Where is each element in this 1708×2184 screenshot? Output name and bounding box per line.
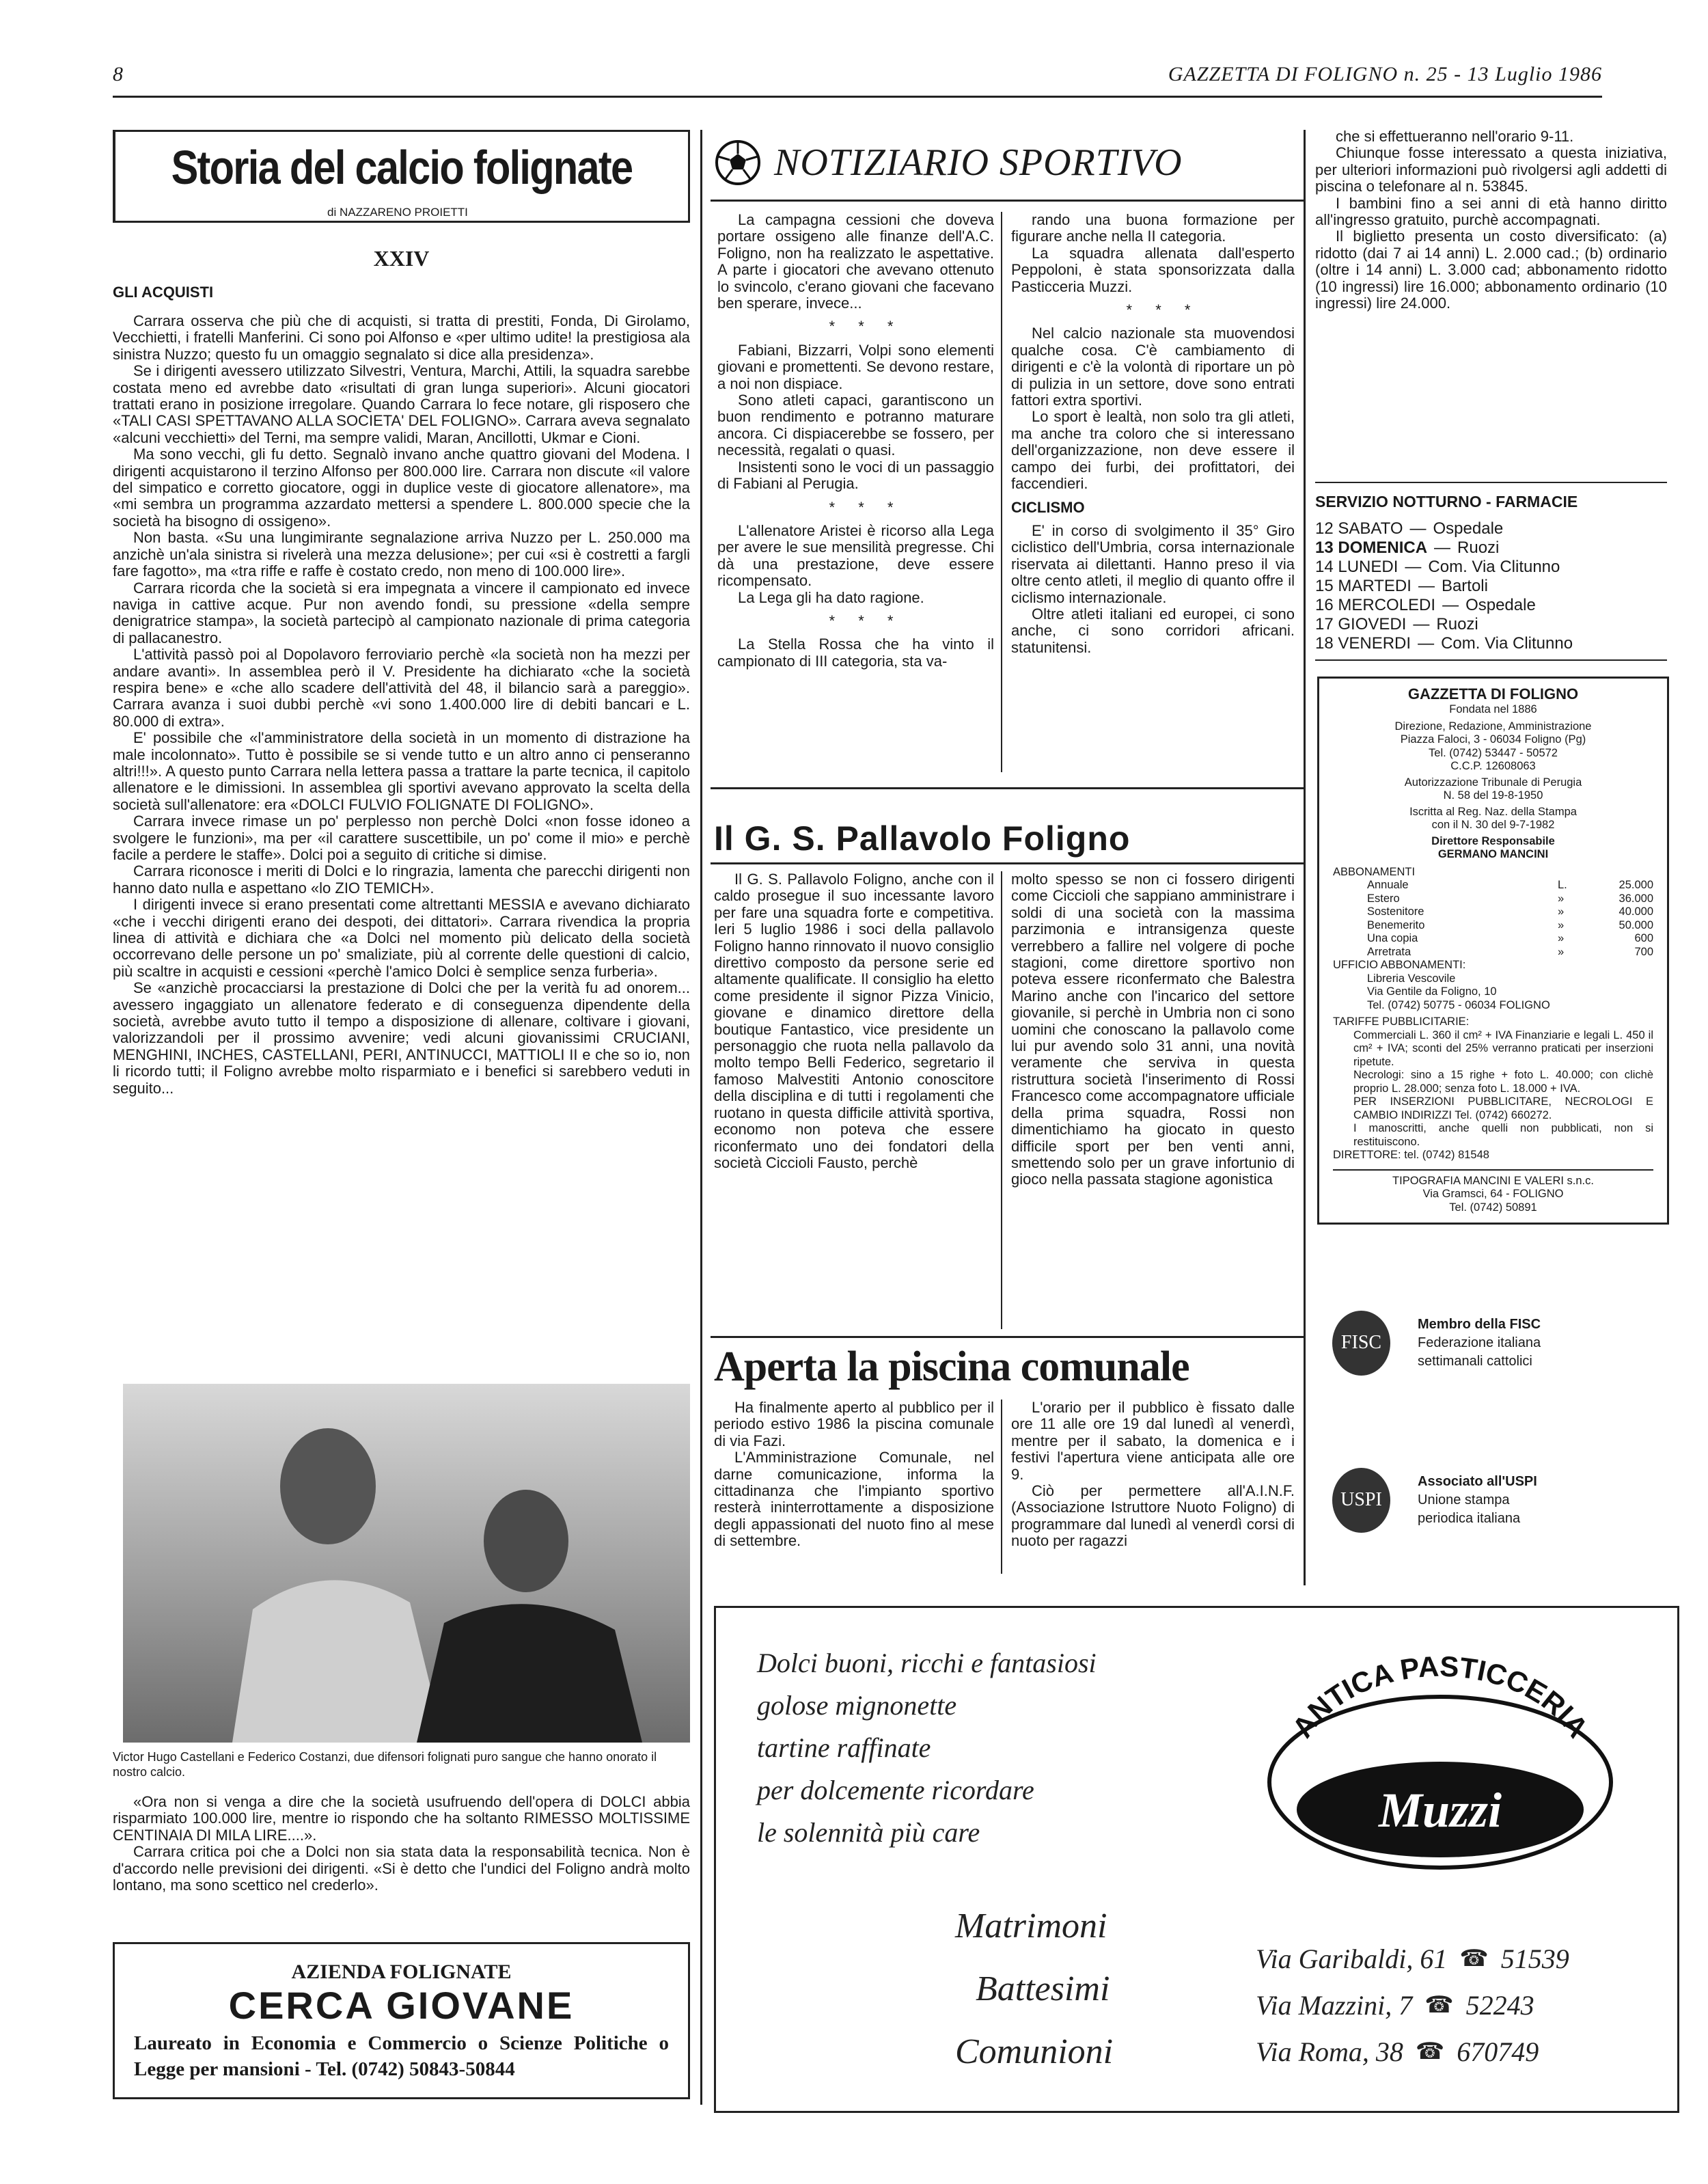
paragraph: I bambini fino a sei anni di età hanno diritto all'ingresso gratuito, purchè accompagnati. — [1315, 194, 1667, 229]
separator-stars: * * * — [1126, 301, 1200, 319]
two-footballers-photo — [123, 1384, 690, 1743]
pharmacy-day: 16 MERCOLEDI — [1315, 596, 1436, 614]
paragraph: Carrara ricorda che la società si era impegnata a vincere il campionato ed invece naviga in cattive acque. Pur non avendo fondi, su pressione «della sempre denigratrice stampa», la società partecipò al campionato nazionale di prima categoria di pallacanestro. — [113, 579, 690, 646]
pharmacy-name: Com. Via Clitunno — [1441, 634, 1573, 653]
membership-text — [1418, 1473, 1537, 1528]
muzzi-ad — [714, 1606, 1679, 2113]
pharmacy-name: Ruozi — [1436, 615, 1478, 633]
subscription-label: Estero — [1367, 892, 1400, 905]
membership-item — [1319, 1264, 1674, 1421]
text-line: tartine raffinate — [757, 1732, 931, 1763]
logo-text: ANTICA PASTICCERIA — [1286, 1650, 1595, 1744]
paragraph: L'attività passò poi al Dopolavoro ferroviario perchè «la società non ha mezzi per andare avanti». In assemblea però il V. Presidente ha dichiarato «che la società respira bene» e «che allo scadere dell'attività del 48, il bilancio sarà a pareggio». Carrara avanza i suoi dubbi perchè «vi sono 1.400.000 lire di debiti bancari e L. 80.000 di extra». — [113, 646, 690, 730]
shop-street: Via Roma, 38 — [1256, 2036, 1403, 2067]
paragraph: La campagna cessioni che doveva portare ossigeno alle finanze dell'A.C. Foligno, non ha realizzato le aspettative. A parte i giocatori che avevano ottenuto lo svincolo, c'erano giovani che facevano ben sperare, invece... — [717, 212, 994, 312]
dash: — — [1434, 538, 1451, 557]
text-line: I manoscritti, anche quelli non pubblicati, non si restituiscono. — [1353, 1122, 1653, 1148]
paragraph: La Stella Rossa che ha vinto il campionato di III categoria, sta va- — [717, 636, 994, 670]
pharmacy-day: 17 GIOVEDI — [1315, 615, 1407, 633]
subscription-label: Benemerito — [1367, 918, 1425, 931]
piscina-col1 — [714, 1400, 994, 1584]
subscription-label: Annuale — [1367, 879, 1409, 891]
membership-line: Unione stampa — [1418, 1492, 1510, 1507]
column-divider — [1001, 212, 1002, 772]
paragraph: Chiunque fosse interessato a questa iniziativa, per ulteriori informazioni può rivolgersi agli addetti di piscina o telefonare al n. 53845. — [1315, 144, 1667, 195]
subscription-row — [1333, 946, 1653, 959]
tariffe-title: TARIFFE PUBBLICITARIE: — [1333, 1015, 1470, 1028]
pharmacy-row — [1315, 519, 1667, 538]
text-line: Tel. (0742) 53447 - 50572 — [1429, 746, 1558, 759]
membership-title: Membro della FISC — [1418, 1316, 1541, 1332]
text-line: N. 58 del 19-8-1950 — [1443, 789, 1543, 802]
separator-stars: * * * — [829, 612, 903, 629]
membership-title: Associato all'USPI — [1418, 1473, 1537, 1489]
piscina-continued — [1315, 128, 1667, 478]
logo-name: Muzzi — [1378, 1783, 1502, 1838]
colophon-box — [1317, 677, 1669, 1225]
text-line: Tel. (0742) 50891 — [1449, 1201, 1537, 1214]
text-line: Via Gentile da Foligno, 10 — [1367, 985, 1497, 998]
paragraph: Lo sport è lealtà, non solo tra gli atleti, ma anche tra coloro che si interessano dell'organizzazione, non deve essere il campo dei furbi, dei profittatori, dei faccendieri. — [1011, 408, 1295, 493]
registration — [1333, 806, 1653, 832]
dash: — — [1418, 577, 1435, 595]
subscription-price: 25.000 — [1619, 879, 1653, 891]
subscription-price: 50.000 — [1619, 918, 1653, 931]
paragraph: Ma sono vecchi, gli fu detto. Segnalò invano anche quattro giovani del Modena. I dirigenti acquistarono il terzino Alfonso per 800.000 lire. Carrara non discute «il valore del simpatico e corretto giocatore, oggi in duplice veste di giocatore allenatore», ma «mi sembra un programma azzardato mettersi a spendere L. 800.000 specie che la società ha bisogno di ossigeno». — [113, 446, 690, 530]
abbonamenti-list — [1333, 879, 1653, 959]
storia-body-continued — [113, 1794, 690, 1937]
text-line: Tel. (0742) 50775 - 06034 FOLIGNO — [1367, 998, 1550, 1011]
pharmacy-day: 18 VENERDI — [1315, 634, 1411, 653]
text-line: con il N. 30 del 9-7-1982 — [1431, 819, 1555, 831]
subscription-label: Arretrata — [1367, 945, 1411, 958]
address — [1333, 720, 1653, 774]
subscription-cur: » — [1558, 932, 1565, 944]
paragraph: Carrara critica poi che a Dolci non sia stata data la responsabilità tecnica. Non è d'accordo nelle previsioni dei dirigenti. «Si è detto che l'undici del Foligno andrà molto lontano, ma sono scettico nel crederlo». — [113, 1843, 690, 1894]
pharmacy-row — [1315, 615, 1667, 634]
notiziario-col2 — [1011, 212, 1295, 779]
header-rule — [113, 96, 1602, 98]
paragraph: E' in corso di svolgimento il 35° Giro ciclistico dell'Umbria, corsa internazionale riservata ai dilettanti. Hanno preso il via oltre cento atleti, il meglio di quanto offre il ciclismo internazionale. — [1011, 521, 1295, 606]
pharmacy-name: Ospedale — [1433, 519, 1504, 538]
pharmacy-day: 13 DOMENICA — [1315, 538, 1428, 557]
shop-address — [1256, 1982, 1569, 2029]
subscription-row — [1333, 932, 1653, 946]
notiziario-header — [714, 133, 1298, 191]
pallavolo-col1: Il G. S. Pallavolo Foligno, anche con il caldo prosegue il suo incessante lavoro per fare una squadra forte e competitiva. Ieri 5 luglio 1986 i soci della pallavolo Foligno hanno rinnovato il nuovo consiglio direttivo composto da persone serie ed altamente qualificate. Il consiglio ha eletto come presidente il signor Pizza Vinicio, giovane e dinamico direttore della boutique Fantastico, vice presidente un personaggio che ruota nella pallavolo da molto tempo Belli Federico, segretario il famoso Malvestiti Antonio conoscitore della disciplina e di tutti i regolamenti che ruotano in questa difficile attività sportiva, economo non poteva che essere riconfermato uno dei fondatori della società Ciccioli Fausto, perchè — [714, 871, 994, 1171]
text-line: C.C.P. 12608063 — [1450, 760, 1536, 772]
farmacie-title: SERVIZIO NOTTURNO - FARMACIE — [1315, 493, 1578, 510]
dash: — — [1409, 519, 1427, 538]
printer-info — [1333, 1169, 1653, 1215]
shop-address — [1256, 2029, 1569, 2075]
colophon-title: GAZZETTA DI FOLIGNO — [1407, 685, 1579, 702]
memberships — [1319, 1264, 1674, 1579]
pharmacy-name: Bartoli — [1441, 577, 1488, 595]
historic-photo — [123, 1384, 690, 1743]
membership-line: periodica italiana — [1418, 1510, 1521, 1526]
abbonamenti-title: ABBONAMENTI — [1333, 865, 1416, 878]
shop-street: Via Garibaldi, 61 — [1256, 1943, 1448, 1974]
text-line: PER INSERZIONI PUBBLICITARE, NECROLOGI E CAMBIO INDIRIZZI Tel. (0742) 660272. — [1353, 1095, 1653, 1121]
section-rule — [711, 862, 1304, 864]
section-rule — [711, 200, 1304, 202]
text-line: Necrologi: sino a 15 righe + foto L. 40.000; con clichè proprio L. 28.000; senza foto L. 18.000 + IVA. — [1353, 1069, 1653, 1095]
membership-line: settimanali cattolici — [1418, 1353, 1532, 1369]
separator-stars: * * * — [829, 498, 903, 516]
dash: — — [1418, 634, 1435, 653]
paragraph: Se i dirigenti avessero utilizzato Silvestri, Ventura, Marchi, Attili, la squadra sarebbe costata meno ed avrebbe dato «risultati di gran lunga superiori». Alcuni giocatori trattati erano in posizione irregolare. Quando Carrara lo fece notare, gli risposero che «TALI CASI SPETTAVANO ALLA SOCIETA' DEL FOLIGNO». Carrara aveva segnalato «alcuni vecchietti» del Terni, ma sempre validi, Maran, Ancillotti, Ukmar e Cioni. — [113, 362, 690, 446]
column-divider — [700, 130, 702, 2105]
occasion: Comunioni — [955, 2032, 1114, 2071]
paragraph: Insistenti sono le voci di un passaggio di Fabiani al Perugia. — [717, 458, 994, 493]
subscription-row — [1333, 892, 1653, 906]
paragraph: Oltre atleti italiani ed europei, ci sono anche, ci sono corridori africani. statunitensi. — [1011, 605, 1295, 656]
text-line: per dolcemente ricordare — [757, 1775, 1034, 1805]
occasion: Battesimi — [976, 1969, 1110, 2008]
soccer-ball-icon — [714, 139, 762, 187]
paragraph: Non basta. «Su una lungimirante segnalazione arriva Nuzzo per L. 250.000 ma anzichè un'ala sinistra si rivelerà una mezza delusione»; per cui «si è costretti a fargli fare fagotto», ma «tra riffe e raffe è costato credo, non meno di 100.000 lire». — [113, 529, 690, 580]
paragraph: I dirigenti invece si erano presentati come altrettanti MESSIA e avevano dichiarato «che i vecchi dirigenti erano dei despoti, dei dittatori». Carrara rivendica la propria linea di attività e dichiara che «a Dolci nel momento più delicato della società occorrevano delle persone un po' smaliziate, più al corrente delle questioni di calcio, più scaltre in acquisti e cessioni «perchè l'amico Dolci è semplice senza furberia». — [113, 896, 690, 980]
storia-title-box — [113, 130, 690, 223]
piscina-col2 — [1011, 1400, 1295, 1584]
authorization — [1333, 776, 1653, 803]
pharmacy-day: 14 LUNEDI — [1315, 558, 1399, 576]
pharmacy-row — [1315, 596, 1667, 615]
paragraph: L'orario per il pubblico è fissato dalle ore 11 alle ore 19 dal lunedì al venerdì, mentre per il sabato, la domenica e i festivi l'apertura viene anticipata alle ore 9. — [1011, 1400, 1295, 1483]
director-label: Direttore Responsabile — [1431, 834, 1555, 847]
text-line: Libreria Vescovile — [1367, 972, 1456, 985]
fisc-logo — [1332, 1311, 1390, 1376]
text-line: Autorizzazione Tribunale di Perugia — [1404, 776, 1582, 789]
membership-text — [1418, 1315, 1541, 1371]
shop-phone: 52243 — [1465, 1990, 1534, 2021]
farmacie-list — [1315, 519, 1667, 653]
pharmacy-name: Ospedale — [1465, 596, 1536, 614]
text-line: Commerciali L. 360 il cm² + IVA Finanziarie e legali L. 450 il cm² + IVA; sconti del 25% verranno praticati per inserzioni ripetute. — [1353, 1028, 1653, 1068]
direttore-tel: DIRETTORE: tel. (0742) 81548 — [1333, 1149, 1489, 1161]
job-ad-headline: CERCA GIOVANE — [228, 1984, 575, 2027]
subscription-cur: » — [1558, 892, 1565, 905]
paragraph: Nel calcio nazionale sta muovendosi qualche cosa. C'è cambiamento di dirigenti e c'è la volontà di riportare un pò di pulizia in un settore, dove sono entrati fattori extra sportivi. — [1011, 325, 1295, 409]
pharmacy-name: Com. Via Clitunno — [1428, 558, 1560, 576]
subscription-cur: » — [1558, 918, 1565, 931]
subscription-row — [1333, 905, 1653, 919]
subscription-price: 700 — [1634, 945, 1653, 958]
pharmacy-row — [1315, 634, 1667, 653]
section-heading: GLI ACQUISTI — [113, 284, 214, 301]
notiziario-col2-text — [1011, 212, 1295, 493]
paragraph: La Lega gli ha dato ragione. — [738, 588, 924, 606]
subscription-cur: » — [1558, 945, 1565, 958]
column-divider — [1001, 1400, 1002, 1574]
shop-address — [1256, 1936, 1569, 1982]
paragraph: Se «anzichè procacciarsi la prestazione di Dolci che per la verità fu ad onorem... avessero ingaggiato un allenatore federato e di conseguenza dipendente della società, avrebbe avuto tutto il tempo a disposizione di allenare, coltivare i giovani, valorizzandoli per il prossimo avvenire; vedi alcuni giovanissimi CRUCIANI, MENGHINI, INCHES, CASTELLANI, PERI, ANTINUCCI, MATTIOLI II e che so io, non li ricordo tutti; il Foligno avrebbe molto risparmiato e i benefici si sarebbero veduti in seguito... — [113, 979, 690, 1097]
piscina-title: Aperta la piscina comunale — [714, 1343, 1189, 1390]
byline: di NAZZARENO PROIETTI — [320, 206, 475, 219]
section-rule — [711, 787, 1304, 789]
paragraph: Ha finalmente aperto al pubblico per il periodo estivo 1986 la piscina comunale di via Fazi. — [714, 1400, 994, 1449]
text-line: Via Gramsci, 64 - FOLIGNO — [1422, 1188, 1564, 1200]
job-ad-company: AZIENDA FOLIGNATE — [291, 1961, 512, 1983]
founded: Fondata nel 1886 — [1449, 703, 1537, 715]
membership-line: Federazione italiana — [1418, 1335, 1541, 1350]
director-name: GERMANO MANCINI — [1437, 848, 1549, 860]
logo-text: USPI — [1340, 1489, 1382, 1510]
paragraph: rando una buona formazione per figurare anche nella II categoria. — [1011, 212, 1295, 245]
uspi-logo — [1332, 1468, 1390, 1533]
column-divider — [1001, 871, 1002, 1329]
ciclismo-text — [1011, 523, 1295, 656]
paragraph: che si effettueranno nell'orario 9-11. — [1336, 128, 1574, 145]
subscription-label: Una copia — [1367, 932, 1418, 944]
telephone-icon: ☎ — [1424, 1993, 1454, 2018]
paragraph: Carrara osserva che più che di acquisti, si tratta di prestiti, Fonda, Di Girolamo, Vecchietti, i fratelli Manferini. Ci sono poi Alfonso e «per ultimo udite! la prestigiosa ala sinistra Nuzzo; questo fu un omaggio segnalato si dice alla presidenza». — [113, 313, 690, 363]
ufficio-address — [1333, 972, 1653, 1013]
subscription-row — [1333, 919, 1653, 933]
page-number: 8 — [113, 63, 123, 85]
pharmacy-day: 12 SABATO — [1315, 519, 1403, 538]
pallavolo-col2: molto spesso se non ci fossero dirigenti come Ciccioli che sappiano amministrare i soldi di una società con la massima parzimonia e intransigenza queste verrebbero a fallire nel volgere di poche stagioni, come direttore sportivo non poteva essere riconfermato che Balestra Marino anche con l'incarico del settore giovanile, si perchè in Umbria non ci sono uomini che conoscano la pallavolo come lui pur avendo solo 31 anni, una novità veramente che serviva in questa ristruttura società l'inserimento di Rossi Francesco come accompagnatore ufficiale della prima squadra, Rossi non dimentichiamo ha giocato in questo difficile sport per ben venti anni, smettendo solo per un grave infortunio di gioco nella passata stagione agonistica — [1011, 871, 1295, 1188]
paragraph: Fabiani, Bizzarri, Volpi sono elementi giovani e promettenti. Se devono restare, a noi non dispiace. — [717, 341, 994, 392]
text-line: TIPOGRAFIA MANCINI E VALERI s.n.c. — [1392, 1174, 1594, 1187]
masthead: GAZZETTA DI FOLIGNO n. 25 - 13 Luglio 1986 — [1168, 63, 1602, 85]
paragraph: La squadra allenata dall'esperto Peppoloni, è stata sponsorizzata dalla Pasticceria Muzzi. — [1011, 244, 1295, 295]
pharmacy-day: 15 MARTEDI — [1315, 577, 1411, 595]
subscription-price: 600 — [1634, 932, 1653, 944]
subscription-label: Sostenitore — [1367, 905, 1424, 918]
section-rule — [1315, 482, 1667, 483]
pallavolo-title: Il G. S. Pallavolo Foligno — [714, 819, 1131, 858]
telephone-icon: ☎ — [1415, 2039, 1445, 2064]
subscription-cur: » — [1558, 905, 1565, 918]
paragraph: Sono atleti capaci, garantiscono un buon rendimento e potranno maturare ancora. Ci dispiacerebbe se fossero, per necessità, regalati o quasi. — [717, 392, 994, 459]
shop-street: Via Mazzini, 7 — [1256, 1990, 1413, 2021]
shop-list — [1256, 1936, 1569, 2075]
membership-item — [1319, 1421, 1674, 1579]
paragraph: Carrara riconosce i meriti di Dolci e lo ringrazia, lamenta che parecchi dirigenti non hanno dato nulla e aspettano «lo ZIO TEMICH». — [113, 862, 690, 897]
subscription-cur: L. — [1558, 879, 1567, 891]
paragraph: L'Amministrazione Comunale, nel darne comunicazione, informa la cittadinanza che l'impianto sportivo resterà ininterrottamente a disposizione degli appassionati del nuoto fino al mese di settembre. — [714, 1449, 994, 1550]
text-line: golose mignonette — [757, 1690, 957, 1721]
paragraph: L'allenatore Aristei è ricorso alla Lega per avere le sue mensilità pregresse. Chi dà una prestazione, deve essere ricompensato. — [717, 521, 994, 590]
text-line: Iscritta al Reg. Naz. della Stampa — [1409, 805, 1577, 818]
paragraph: E' possibile che «l'amministratore della società in un momento di distrazione ha male incolonnato». Tutto è possibile se si vende tutto e un altro anno ci penseranno altri!!!». A questo punto Carrara nella lettera passa a trattare la parte tecnica, il capitolo allenatore e le dimissioni. In assemblea gli sportivi avevano approvato la scelta della società sull'allenatore: era «DOLCI FULVIO FOLIGNATE DI FOLIGNO». — [113, 729, 690, 813]
job-ad — [113, 1942, 690, 2099]
storia-body — [113, 313, 690, 1376]
pharmacy-row — [1315, 577, 1667, 596]
shop-phone: 670749 — [1457, 2036, 1539, 2067]
paragraph: «Ora non si venga a dire che la società usufruendo dell'opera di DOLCI abbia risparmiato 100.000 lire, mentre io rispondo che ha soltanto RIMESSO MOLTISSIME CENTINAIA DI MILA LIRE....». — [113, 1794, 690, 1844]
ufficio-title: UFFICIO ABBONAMENTI: — [1333, 959, 1466, 971]
paragraph: Il biglietto presenta un costo diversificato: (a) ridotto (dai 7 ai 14 anni) L. 2.000 cad.; (b) ordinario (oltre i 14 anni) L. 3.000 cad; abbonamento ridotto (10 ingressi) lire 16.000; abbonamento ordinario (10 ingressi) lire 24.000. — [1315, 228, 1667, 312]
paragraph: Ciò per permettere all'A.I.N.F. (Associazione Istruttore Nuoto Foligno) di programmare dal lunedì al venerdì corsi di nuoto per ragazzi — [1011, 1482, 1295, 1550]
column-divider — [1304, 130, 1306, 1585]
occasion: Matrimoni — [955, 1907, 1107, 1946]
section-rule — [711, 1336, 1304, 1338]
tariffe-text — [1333, 1029, 1653, 1149]
text-line: Piazza Faloci, 3 - 06034 Foligno (Pg) — [1400, 733, 1586, 746]
occasions — [955, 1895, 1113, 2084]
telephone-icon: ☎ — [1459, 1946, 1489, 1971]
shop-phone: 51539 — [1500, 1943, 1569, 1974]
pharmacy-name: Ruozi — [1457, 538, 1500, 557]
job-ad-body: Laureato in Economia e Commercio o Scienze Politiche o Legge per mansioni - Tel. (0742) 50843-50844 — [134, 2032, 669, 2080]
article-title: Storia del calcio folignate — [171, 141, 633, 194]
dash: — — [1413, 615, 1430, 633]
logo-text: FISC — [1340, 1332, 1382, 1353]
text-line: Direzione, Redazione, Amministrazione — [1394, 720, 1592, 733]
section-title: NOTIZIARIO SPORTIVO — [774, 141, 1183, 184]
chapter-number: XXIV — [373, 246, 430, 271]
separator-stars: * * * — [829, 318, 903, 336]
pharmacy-row — [1315, 538, 1667, 558]
text-line: le solennità più care — [757, 1817, 980, 1848]
text-line: Dolci buoni, ricchi e fantasiosi — [757, 1648, 1097, 1678]
paragraph: Carrara invece rimase un po' perplesso non perchè Dolci «non fosse idoneo a svolgere le funzioni», ma per «il carattere suscettibile, un po' come il mio» e perchè facile a perdere le staffe». Dolci poi a seguito di critiche si dimise. — [113, 813, 690, 863]
ad-slogan — [757, 1642, 1097, 1854]
dash: — — [1405, 558, 1422, 576]
notiziario-col1 — [717, 212, 994, 779]
pharmacy-row — [1315, 558, 1667, 577]
section-rule — [1315, 659, 1667, 661]
antica-pasticceria-muzzi-logo — [1235, 1635, 1645, 1874]
ciclismo-heading: CICLISMO — [1011, 498, 1085, 516]
subscription-price: 40.000 — [1619, 905, 1653, 918]
subscription-row — [1333, 879, 1653, 892]
photo-caption: Victor Hugo Castellani e Federico Costanzi, due difensori folignati puro sangue che hanno onorato il nostro calcio. — [113, 1750, 657, 1779]
dash: — — [1442, 596, 1459, 614]
subscription-price: 36.000 — [1619, 892, 1653, 905]
